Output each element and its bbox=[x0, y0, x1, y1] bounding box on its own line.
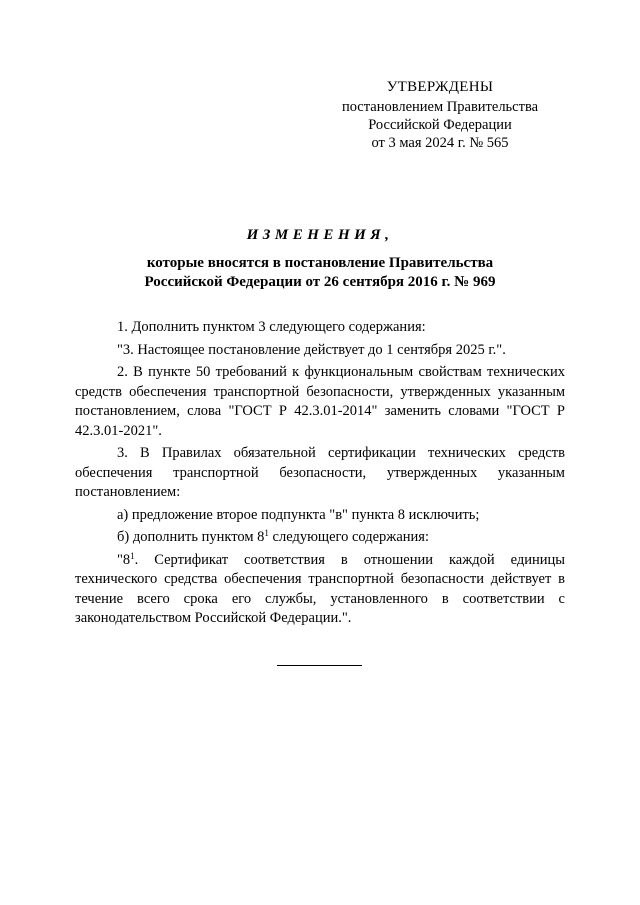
paragraph-7 bbox=[75, 551, 565, 629]
closing-rule bbox=[277, 665, 362, 666]
paragraph-6-text: следующего содержания: bbox=[268, 529, 429, 545]
title-main: ИЗМЕНЕНИЯ, bbox=[246, 227, 394, 243]
document-body bbox=[75, 318, 565, 629]
approval-heading: УТВЕРЖДЕНЫ bbox=[386, 79, 494, 95]
paragraph-5: а) предложение второе подпункта "в" пункта 8 исключить; bbox=[117, 506, 480, 523]
paragraph-7-text: "8 bbox=[117, 551, 131, 568]
paragraph-1: 1. Дополнить пунктом 3 следующего содержания: bbox=[117, 319, 426, 335]
superscript: 1 bbox=[130, 550, 135, 561]
approval-date: от 3 мая 2024 г. № 565 bbox=[371, 135, 509, 151]
paragraph-6 bbox=[75, 528, 565, 548]
approval-block bbox=[300, 78, 580, 152]
paragraph-2: "3. Настоящее постановление действует до 1 сентября 2025 г.". bbox=[117, 341, 506, 358]
paragraph-4: 3. В Правилах обязательной сертификации технических средств обеспечения транспортной безопасности, утвержденных указанным постановлением: bbox=[75, 445, 565, 500]
paragraph-3: 2. В пункте 50 требований к функциональным свойствам технических средств обеспечения транспортной безопасности, утвержденных указанным постановлением, слова "ГОСТ Р 42.3.01-2014" заменить словами "ГОСТ Р 42.3.01-2021". bbox=[75, 364, 565, 439]
approval-line: постановлением Правительства bbox=[341, 99, 539, 115]
paragraph-6-text: б) дополнить пунктом 8 bbox=[117, 529, 265, 545]
superscript: 1 bbox=[264, 528, 269, 538]
document-title bbox=[75, 226, 565, 292]
title-subtitle: которые вносятся в постановление Правительства bbox=[146, 255, 494, 271]
paragraph-7-text: . Сертификат соответствия в отношении каждой единицы технического средства обеспечения транспортной безопасности действует в течение всего срока его службы, установленного в соответствии с законодательством Российской Федерации.". bbox=[75, 551, 565, 626]
approval-line: Российской Федерации bbox=[368, 117, 512, 133]
title-subtitle: Российской Федерации от 26 сентября 2016 г. № 969 bbox=[144, 274, 496, 290]
